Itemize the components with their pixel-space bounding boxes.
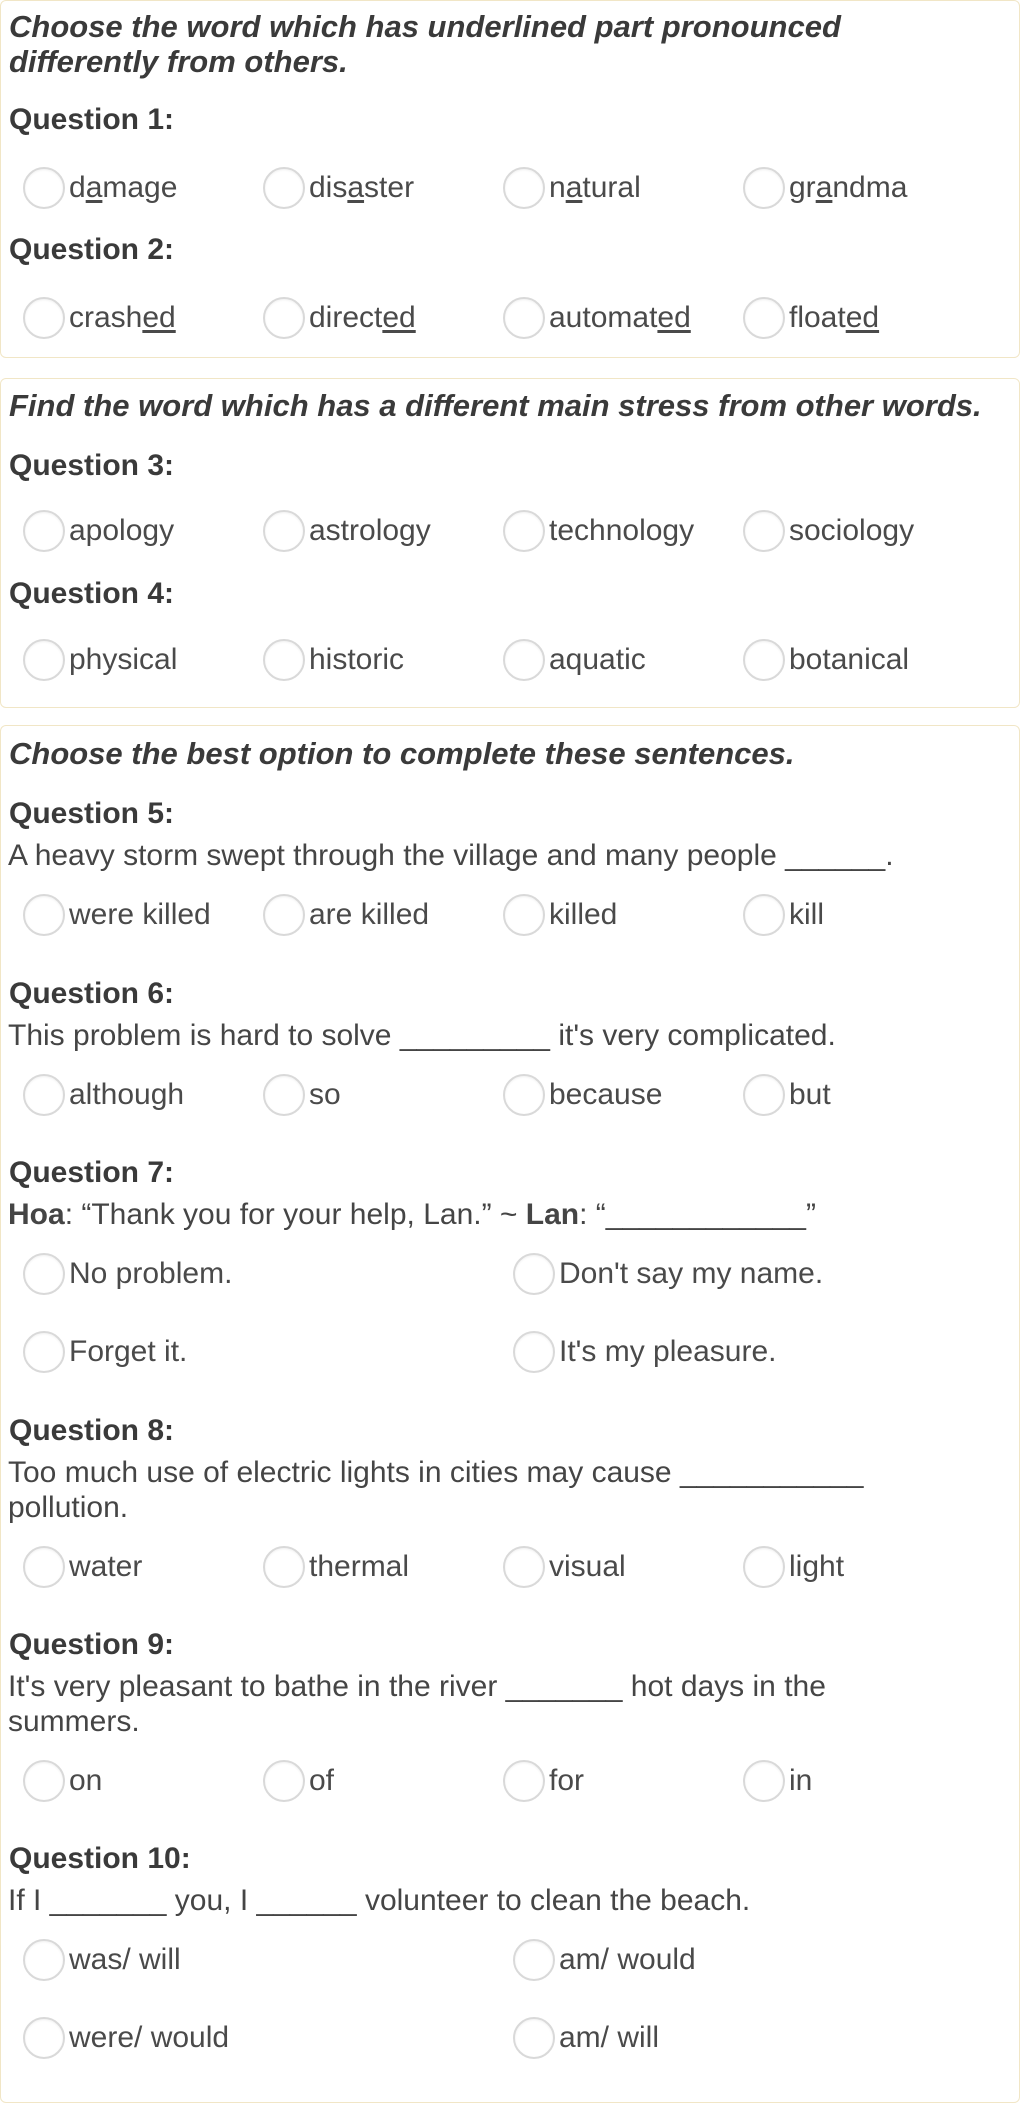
radio-icon[interactable] xyxy=(263,1760,305,1802)
question-5-label: Question 5: xyxy=(9,797,175,830)
section-title: Choose the best option to complete these sentences. xyxy=(9,736,795,771)
radio-icon[interactable] xyxy=(23,2017,65,2059)
radio-icon[interactable] xyxy=(23,510,65,552)
option-text: directed xyxy=(309,301,416,334)
section-title-line2: differently from others. xyxy=(9,44,348,79)
q1-option-4[interactable] xyxy=(743,164,907,212)
radio-icon[interactable] xyxy=(503,1074,545,1116)
q5-option-1[interactable] xyxy=(23,891,211,939)
option-text: automated xyxy=(549,301,691,334)
section-stress xyxy=(0,378,1020,708)
option-text: killed xyxy=(549,898,618,931)
radio-icon[interactable] xyxy=(503,639,545,681)
q1-option-3[interactable] xyxy=(503,164,641,212)
option-text: am/ will xyxy=(559,2021,660,2054)
radio-icon[interactable] xyxy=(263,510,305,552)
radio-icon[interactable] xyxy=(743,1760,785,1802)
q7-option-4[interactable] xyxy=(513,1328,776,1376)
radio-icon[interactable] xyxy=(23,639,65,681)
q4-option-1[interactable] xyxy=(23,636,177,684)
option-text: technology xyxy=(549,514,695,547)
q6-option-4[interactable] xyxy=(743,1071,831,1119)
radio-icon[interactable] xyxy=(263,639,305,681)
option-text: physical xyxy=(69,643,178,676)
radio-icon[interactable] xyxy=(743,510,785,552)
q9-option-2[interactable] xyxy=(263,1757,334,1805)
question-10-text: If I _______ you, I ______ volunteer to clean the beach. xyxy=(8,1884,751,1917)
option-text: No problem. xyxy=(69,1257,233,1290)
radio-icon[interactable] xyxy=(513,1331,555,1373)
option-text: water xyxy=(69,1550,143,1583)
q9-option-3[interactable] xyxy=(503,1757,584,1805)
radio-icon[interactable] xyxy=(23,1253,65,1295)
option-text: aquatic xyxy=(549,643,646,676)
question-3-label: Question 3: xyxy=(9,449,175,482)
option-text: grandma xyxy=(789,171,908,204)
option-text: are killed xyxy=(309,898,430,931)
question-2-label: Question 2: xyxy=(9,233,175,266)
radio-icon[interactable] xyxy=(743,894,785,936)
option-text: disaster xyxy=(309,171,415,204)
option-text: am/ would xyxy=(559,1943,696,1976)
q6-option-1[interactable] xyxy=(23,1071,184,1119)
radio-icon[interactable] xyxy=(23,1939,65,1981)
option-text: for xyxy=(549,1764,585,1797)
radio-icon[interactable] xyxy=(263,1546,305,1588)
q5-option-4[interactable] xyxy=(743,891,824,939)
q3-option-2[interactable] xyxy=(263,507,431,555)
option-text: damage xyxy=(69,171,178,204)
q5-option-2[interactable] xyxy=(263,891,429,939)
q6-option-2[interactable] xyxy=(263,1071,341,1119)
q4-option-3[interactable] xyxy=(503,636,646,684)
section-title xyxy=(9,9,841,79)
question-10-label: Question 10: xyxy=(9,1842,191,1875)
radio-icon[interactable] xyxy=(743,297,785,339)
option-text: historic xyxy=(309,643,405,676)
radio-icon[interactable] xyxy=(23,894,65,936)
q2-option-2[interactable] xyxy=(263,294,416,342)
speaker-hoa: Hoa xyxy=(8,1198,65,1231)
q10-option-2[interactable] xyxy=(513,1936,696,1984)
radio-icon[interactable] xyxy=(743,639,785,681)
q3-option-3[interactable] xyxy=(503,507,694,555)
option-text: were killed xyxy=(69,898,211,931)
section-pronunciation xyxy=(0,0,1020,358)
question-9-label: Question 9: xyxy=(9,1628,175,1661)
radio-icon[interactable] xyxy=(743,1546,785,1588)
option-text: Don't say my name. xyxy=(559,1257,824,1290)
q9-option-4[interactable] xyxy=(743,1757,812,1805)
radio-icon[interactable] xyxy=(23,1546,65,1588)
radio-icon[interactable] xyxy=(743,1074,785,1116)
q8-option-2[interactable] xyxy=(263,1543,409,1591)
radio-icon[interactable] xyxy=(263,894,305,936)
q1-option-2[interactable] xyxy=(263,164,414,212)
q5-option-3[interactable] xyxy=(503,891,617,939)
question-1-label: Question 1: xyxy=(9,103,175,136)
question-8-text: Too much use of electric lights in cities may cause ___________ pollution. xyxy=(8,1456,864,1524)
option-text: botanical xyxy=(789,643,910,676)
option-text: crashed xyxy=(69,301,176,334)
radio-icon[interactable] xyxy=(23,297,65,339)
question-6-text: This problem is hard to solve _________ it's very complicated. xyxy=(8,1019,836,1052)
radio-icon[interactable] xyxy=(513,2017,555,2059)
option-text: kill xyxy=(789,898,824,931)
question-7-text: Hoa: “Thank you for your help, Lan.” ~ Lan: “____________” xyxy=(8,1198,816,1231)
q4-option-2[interactable] xyxy=(263,636,404,684)
question-4-label: Question 4: xyxy=(9,577,175,610)
radio-icon[interactable] xyxy=(743,167,785,209)
section-sentences xyxy=(0,725,1020,2103)
question-5-text: A heavy storm swept through the village and many people ______. xyxy=(8,839,894,872)
q8-option-1[interactable] xyxy=(23,1543,142,1591)
option-text: of xyxy=(309,1764,335,1797)
q2-option-3[interactable] xyxy=(503,294,691,342)
radio-icon[interactable] xyxy=(503,510,545,552)
q2-option-1[interactable] xyxy=(23,294,176,342)
section-title: Find the word which has a different main stress from other words. xyxy=(9,388,982,423)
option-text: so xyxy=(309,1078,341,1111)
q8-option-3[interactable] xyxy=(503,1543,626,1591)
radio-icon[interactable] xyxy=(503,167,545,209)
radio-icon[interactable] xyxy=(263,297,305,339)
radio-icon[interactable] xyxy=(23,1074,65,1116)
option-text: in xyxy=(789,1764,813,1797)
question-9-text: It's very pleasant to bathe in the river _______ hot days in the summers. xyxy=(8,1670,826,1738)
option-text: although xyxy=(69,1078,185,1111)
radio-icon[interactable] xyxy=(263,1074,305,1116)
radio-icon[interactable] xyxy=(513,1939,555,1981)
q10-option-4[interactable] xyxy=(513,2014,659,2062)
option-text: thermal xyxy=(309,1550,410,1583)
radio-icon[interactable] xyxy=(23,1760,65,1802)
option-text: natural xyxy=(549,171,641,204)
q7-option-3[interactable] xyxy=(23,1328,187,1376)
q8-option-4[interactable] xyxy=(743,1543,844,1591)
radio-icon[interactable] xyxy=(23,167,65,209)
option-text: light xyxy=(789,1550,845,1583)
option-text: astrology xyxy=(309,514,431,547)
q2-option-4[interactable] xyxy=(743,294,879,342)
radio-icon[interactable] xyxy=(263,167,305,209)
q7-option-2[interactable] xyxy=(513,1250,823,1298)
option-text: on xyxy=(69,1764,103,1797)
question-6-label: Question 6: xyxy=(9,977,175,1010)
q10-option-1[interactable] xyxy=(23,1936,181,1984)
q7-option-1[interactable] xyxy=(23,1250,232,1298)
radio-icon[interactable] xyxy=(23,1331,65,1373)
q9-option-1[interactable] xyxy=(23,1757,102,1805)
q10-option-3[interactable] xyxy=(23,2014,229,2062)
q1-option-1[interactable] xyxy=(23,164,177,212)
option-text: sociology xyxy=(789,514,915,547)
option-text: was/ will xyxy=(69,1943,181,1976)
radio-icon[interactable] xyxy=(513,1253,555,1295)
speaker-lan: Lan xyxy=(525,1198,580,1231)
option-text: but xyxy=(789,1078,831,1111)
q3-option-4[interactable] xyxy=(743,507,914,555)
option-text: were/ would xyxy=(69,2021,230,2054)
q4-option-4[interactable] xyxy=(743,636,909,684)
option-text: because xyxy=(549,1078,663,1111)
q3-option-1[interactable] xyxy=(23,507,174,555)
radio-icon[interactable] xyxy=(503,1546,545,1588)
radio-icon[interactable] xyxy=(503,297,545,339)
option-text: floated xyxy=(789,301,880,334)
radio-icon[interactable] xyxy=(503,1760,545,1802)
q6-option-3[interactable] xyxy=(503,1071,662,1119)
section-title-line1: Choose the word which has underlined part pronounced xyxy=(9,9,841,44)
option-text: apology xyxy=(69,514,175,547)
option-text: It's my pleasure. xyxy=(559,1335,777,1368)
question-7-label: Question 7: xyxy=(9,1156,175,1189)
option-text: Forget it. xyxy=(69,1335,188,1368)
option-text: visual xyxy=(549,1550,626,1583)
question-8-label: Question 8: xyxy=(9,1414,175,1447)
radio-icon[interactable] xyxy=(503,894,545,936)
